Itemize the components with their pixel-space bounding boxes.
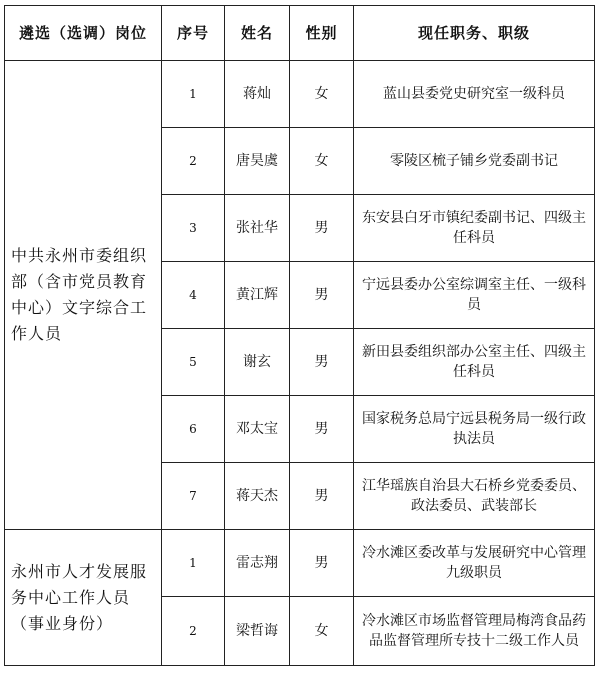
table-row bbox=[5, 61, 595, 128]
header-row bbox=[5, 6, 595, 61]
row-no: 3 bbox=[162, 195, 225, 262]
row-gender: 男 bbox=[290, 329, 354, 396]
post-cell: 中共永州市委组织部（含市党员教育中心）文字综合工作人员 bbox=[5, 61, 162, 530]
row-no: 1 bbox=[162, 61, 225, 128]
row-no: 1 bbox=[162, 530, 225, 597]
personnel-table bbox=[4, 5, 595, 666]
row-no: 4 bbox=[162, 262, 225, 329]
row-gender: 女 bbox=[290, 128, 354, 195]
row-name: 蒋天杰 bbox=[225, 463, 290, 530]
row-no: 5 bbox=[162, 329, 225, 396]
post-cell: 永州市人才发展服务中心工作人员（事业身份） bbox=[5, 530, 162, 666]
row-position: 国家税务总局宁远县税务局一级行政执法员 bbox=[354, 396, 595, 463]
row-name: 张社华 bbox=[225, 195, 290, 262]
row-no: 7 bbox=[162, 463, 225, 530]
header-no: 序号 bbox=[162, 6, 225, 61]
row-name: 梁哲诲 bbox=[225, 597, 290, 666]
row-gender: 男 bbox=[290, 396, 354, 463]
row-position: 蓝山县委党史研究室一级科员 bbox=[354, 61, 595, 128]
row-name: 蒋灿 bbox=[225, 61, 290, 128]
row-position: 冷水滩区委改革与发展研究中心管理九级职员 bbox=[354, 530, 595, 597]
row-name: 唐昊虞 bbox=[225, 128, 290, 195]
row-no: 6 bbox=[162, 396, 225, 463]
row-position: 新田县委组织部办公室主任、四级主任科员 bbox=[354, 329, 595, 396]
header-post: 遴选（选调）岗位 bbox=[5, 6, 162, 61]
row-gender: 男 bbox=[290, 463, 354, 530]
row-gender: 女 bbox=[290, 597, 354, 666]
header-position: 现任职务、职级 bbox=[354, 6, 595, 61]
header-gender: 性别 bbox=[290, 6, 354, 61]
row-gender: 男 bbox=[290, 262, 354, 329]
row-no: 2 bbox=[162, 597, 225, 666]
row-position: 东安县白牙市镇纪委副书记、四级主任科员 bbox=[354, 195, 595, 262]
row-position: 冷水滩区市场监督管理局梅湾食品药品监督管理所专技十二级工作人员 bbox=[354, 597, 595, 666]
row-gender: 男 bbox=[290, 195, 354, 262]
row-position: 宁远县委办公室综调室主任、一级科员 bbox=[354, 262, 595, 329]
header-name: 姓名 bbox=[225, 6, 290, 61]
row-gender: 女 bbox=[290, 61, 354, 128]
row-name: 邓太宝 bbox=[225, 396, 290, 463]
row-position: 零陵区梳子铺乡党委副书记 bbox=[354, 128, 595, 195]
row-position: 江华瑶族自治县大石桥乡党委委员、政法委员、武装部长 bbox=[354, 463, 595, 530]
row-no: 2 bbox=[162, 128, 225, 195]
row-name: 黄江辉 bbox=[225, 262, 290, 329]
table-row bbox=[5, 530, 595, 597]
row-name: 雷志翔 bbox=[225, 530, 290, 597]
row-name: 谢玄 bbox=[225, 329, 290, 396]
row-gender: 男 bbox=[290, 530, 354, 597]
